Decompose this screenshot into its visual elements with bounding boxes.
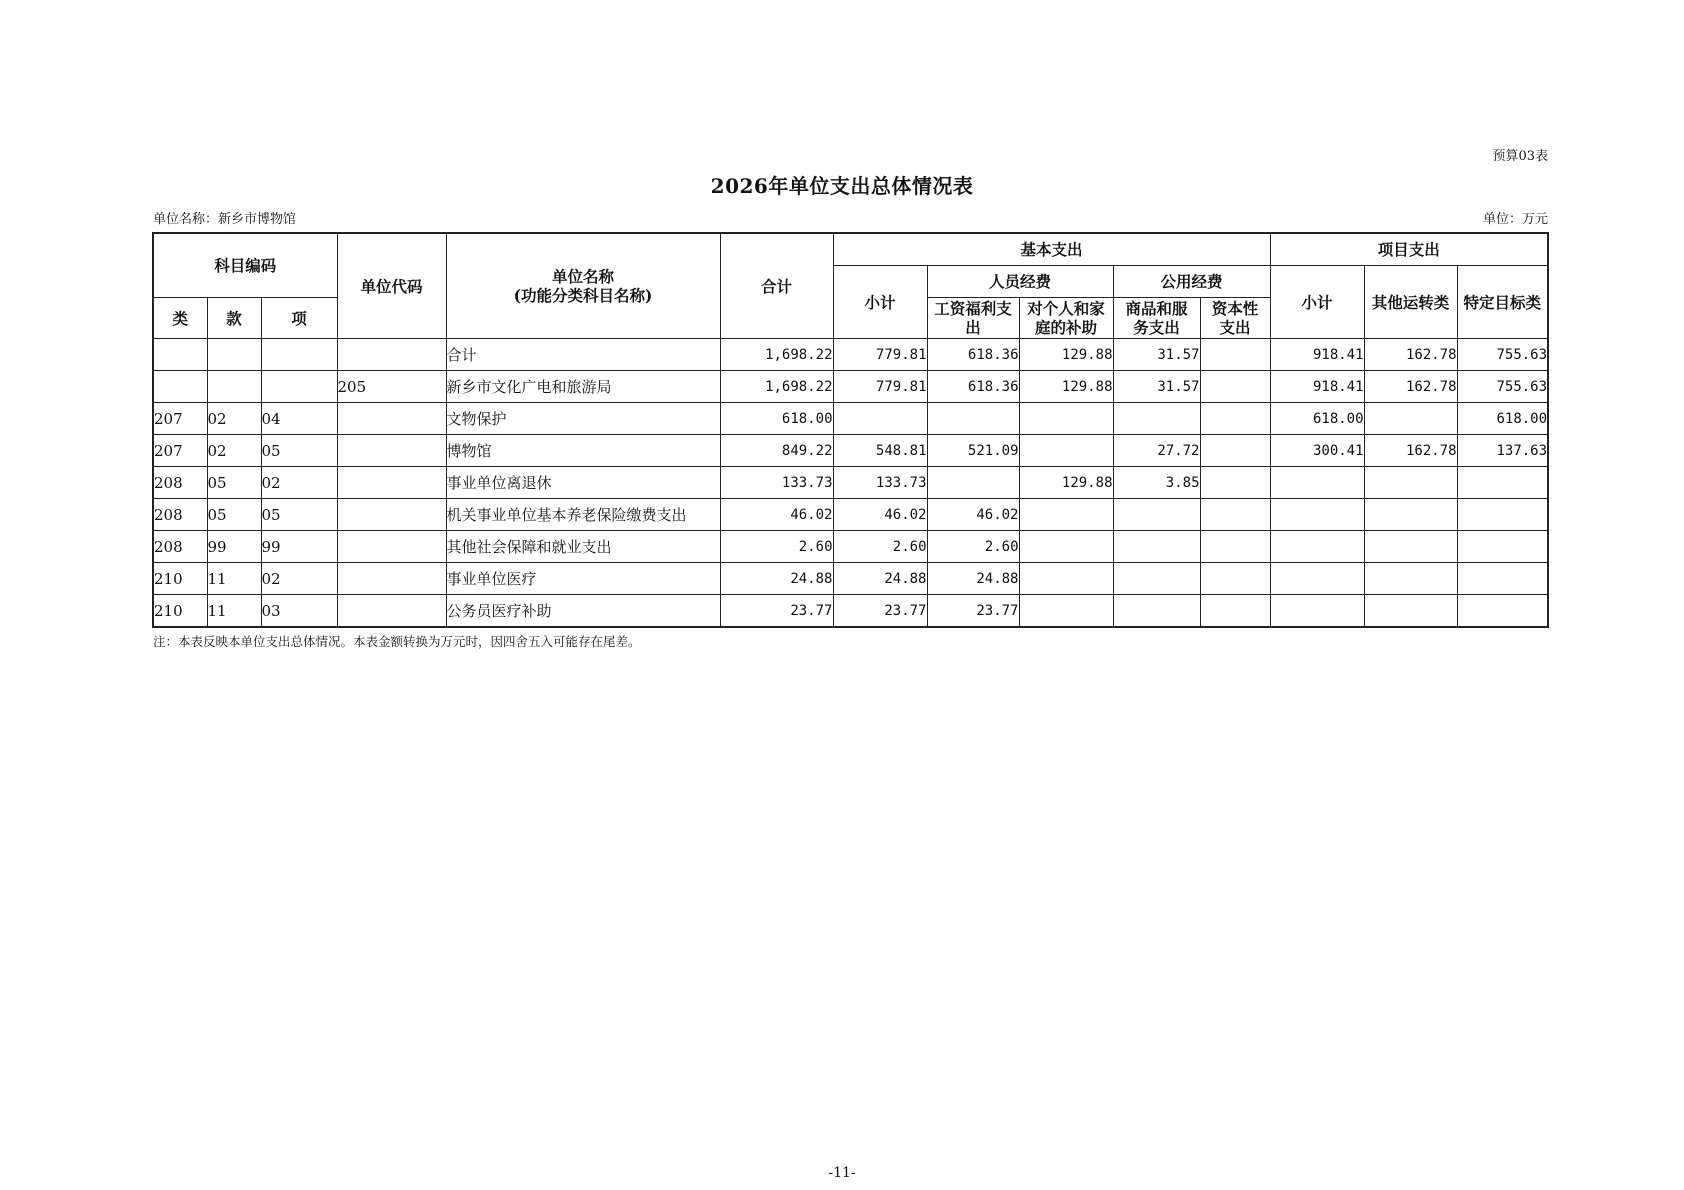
cell-basic-subtotal: 24.88 xyxy=(833,563,927,595)
cell-goods xyxy=(1113,595,1200,628)
table-row xyxy=(153,531,1548,563)
cell-subsidy: 129.88 xyxy=(1019,339,1113,371)
cell-project-subtotal xyxy=(1270,531,1364,563)
cell-lei: 210 xyxy=(153,595,207,628)
cell-total: 23.77 xyxy=(720,595,833,628)
cell-name: 其他社会保障和就业支出 xyxy=(446,531,720,563)
cell-goods xyxy=(1113,403,1200,435)
cell-xiang: 05 xyxy=(261,435,337,467)
cell-other-transfer: 162.78 xyxy=(1364,435,1457,467)
header-unit-name-line2: (功能分类科目名称) xyxy=(513,286,653,305)
cell-project-subtotal: 918.41 xyxy=(1270,339,1364,371)
cell-wages: 46.02 xyxy=(927,499,1019,531)
header-public: 公用经费 xyxy=(1113,266,1270,298)
page-title: 2026年单位支出总体情况表 xyxy=(710,174,974,198)
cell-lei xyxy=(153,339,207,371)
cell-wages: 618.36 xyxy=(927,339,1019,371)
page-number: -11- xyxy=(828,1165,856,1181)
cell-project-subtotal: 618.00 xyxy=(1270,403,1364,435)
header-unit-code: 单位代码 xyxy=(337,233,446,339)
cell-subsidy: 129.88 xyxy=(1019,467,1113,499)
header-other-transfer: 其他运转类 xyxy=(1364,266,1457,339)
cell-capital xyxy=(1200,531,1270,563)
header-capital-line2: 支出 xyxy=(1219,318,1251,337)
cell-total: 46.02 xyxy=(720,499,833,531)
cell-total: 2.60 xyxy=(720,531,833,563)
header-capital-line1: 资本性 xyxy=(1211,299,1259,318)
cell-total: 133.73 xyxy=(720,467,833,499)
cell-kuan: 99 xyxy=(207,531,261,563)
header-basic-subtotal: 小计 xyxy=(833,266,927,339)
cell-subsidy: 129.88 xyxy=(1019,371,1113,403)
header-subsidy-line2: 庭的补助 xyxy=(1034,318,1097,337)
header-specific-target: 特定目标类 xyxy=(1457,266,1548,339)
cell-name: 公务员医疗补助 xyxy=(446,595,720,628)
cell-specific-target xyxy=(1457,467,1548,499)
cell-xiang: 99 xyxy=(261,531,337,563)
header-goods xyxy=(1113,298,1200,339)
cell-total: 24.88 xyxy=(720,563,833,595)
cell-specific-target xyxy=(1457,531,1548,563)
cell-other-transfer xyxy=(1364,531,1457,563)
cell-subsidy xyxy=(1019,403,1113,435)
cell-project-subtotal xyxy=(1270,499,1364,531)
cell-wages: 2.60 xyxy=(927,531,1019,563)
header-goods-line2: 务支出 xyxy=(1133,318,1180,337)
cell-basic-subtotal: 46.02 xyxy=(833,499,927,531)
cell-wages xyxy=(927,403,1019,435)
cell-capital xyxy=(1200,371,1270,403)
cell-kuan: 05 xyxy=(207,499,261,531)
cell-unit-code xyxy=(337,499,446,531)
cell-other-transfer: 162.78 xyxy=(1364,339,1457,371)
cell-lei xyxy=(153,371,207,403)
cell-goods xyxy=(1113,499,1200,531)
header-wages-line2: 出 xyxy=(965,318,981,337)
unit-name-label: 单位名称：新乡市博物馆 xyxy=(153,212,297,227)
cell-other-transfer: 162.78 xyxy=(1364,371,1457,403)
cell-lei: 210 xyxy=(153,563,207,595)
cell-subsidy xyxy=(1019,563,1113,595)
cell-xiang: 05 xyxy=(261,499,337,531)
cell-subsidy xyxy=(1019,595,1113,628)
header-goods-line1: 商品和服 xyxy=(1125,299,1188,318)
cell-total: 618.00 xyxy=(720,403,833,435)
cell-xiang: 02 xyxy=(261,467,337,499)
cell-xiang: 02 xyxy=(261,563,337,595)
cell-capital xyxy=(1200,339,1270,371)
footnote: 注：本表反映本单位支出总体情况。本表金额转换为万元时，因四舍五入可能存在尾差。 xyxy=(153,634,641,649)
table-row xyxy=(153,435,1548,467)
cell-unit-code: 205 xyxy=(337,371,446,403)
cell-kuan: 11 xyxy=(207,563,261,595)
cell-total: 1,698.22 xyxy=(720,371,833,403)
cell-specific-target: 755.63 xyxy=(1457,339,1548,371)
cell-specific-target xyxy=(1457,499,1548,531)
cell-xiang xyxy=(261,371,337,403)
header-basic-expenditure: 基本支出 xyxy=(833,233,1270,266)
header-capital xyxy=(1200,298,1270,339)
cell-other-transfer xyxy=(1364,563,1457,595)
cell-total: 849.22 xyxy=(720,435,833,467)
cell-subsidy xyxy=(1019,435,1113,467)
header-wages-line1: 工资福利支 xyxy=(934,299,1012,318)
cell-unit-code xyxy=(337,339,446,371)
cell-specific-target: 137.63 xyxy=(1457,435,1548,467)
cell-basic-subtotal xyxy=(833,403,927,435)
cell-basic-subtotal: 133.73 xyxy=(833,467,927,499)
expenditure-table xyxy=(152,232,1549,628)
cell-basic-subtotal: 779.81 xyxy=(833,339,927,371)
table-row xyxy=(153,467,1548,499)
currency-unit-label: 单位：万元 xyxy=(1482,212,1548,227)
cell-name: 机关事业单位基本养老保险缴费支出 xyxy=(446,499,720,531)
cell-project-subtotal: 300.41 xyxy=(1270,435,1364,467)
cell-total: 1,698.22 xyxy=(720,339,833,371)
cell-lei: 207 xyxy=(153,435,207,467)
cell-unit-code xyxy=(337,467,446,499)
cell-unit-code xyxy=(337,531,446,563)
cell-lei: 208 xyxy=(153,467,207,499)
cell-kuan xyxy=(207,371,261,403)
table-row xyxy=(153,339,1548,371)
cell-name: 事业单位医疗 xyxy=(446,563,720,595)
header-project-expenditure: 项目支出 xyxy=(1270,233,1548,266)
cell-project-subtotal xyxy=(1270,563,1364,595)
cell-kuan: 05 xyxy=(207,467,261,499)
header-kuan: 款 xyxy=(207,298,261,339)
cell-other-transfer xyxy=(1364,595,1457,628)
cell-project-subtotal: 918.41 xyxy=(1270,371,1364,403)
cell-goods: 31.57 xyxy=(1113,371,1200,403)
table-row xyxy=(153,371,1548,403)
cell-subsidy xyxy=(1019,531,1113,563)
header-wages xyxy=(927,298,1019,339)
cell-name: 博物馆 xyxy=(446,435,720,467)
cell-wages: 24.88 xyxy=(927,563,1019,595)
cell-unit-code xyxy=(337,595,446,628)
header-xiang: 项 xyxy=(261,298,337,339)
header-unit-name xyxy=(446,233,720,339)
cell-wages xyxy=(927,467,1019,499)
cell-kuan: 11 xyxy=(207,595,261,628)
cell-other-transfer xyxy=(1364,467,1457,499)
cell-kuan xyxy=(207,339,261,371)
header-project-subtotal: 小计 xyxy=(1270,266,1364,339)
header-total: 合计 xyxy=(720,233,833,339)
header-subsidy xyxy=(1019,298,1113,339)
cell-other-transfer xyxy=(1364,499,1457,531)
cell-lei: 208 xyxy=(153,531,207,563)
cell-capital xyxy=(1200,563,1270,595)
header-subject-code: 科目编码 xyxy=(153,233,337,298)
cell-capital xyxy=(1200,467,1270,499)
cell-capital xyxy=(1200,499,1270,531)
cell-kuan: 02 xyxy=(207,435,261,467)
form-number: 预算03表 xyxy=(1492,149,1548,164)
cell-other-transfer xyxy=(1364,403,1457,435)
cell-name: 合计 xyxy=(446,339,720,371)
cell-wages: 618.36 xyxy=(927,371,1019,403)
table-row xyxy=(153,595,1548,628)
cell-basic-subtotal: 23.77 xyxy=(833,595,927,628)
table-row xyxy=(153,563,1548,595)
cell-capital xyxy=(1200,595,1270,628)
cell-name: 事业单位离退休 xyxy=(446,467,720,499)
cell-specific-target: 618.00 xyxy=(1457,403,1548,435)
cell-specific-target: 755.63 xyxy=(1457,371,1548,403)
cell-goods: 31.57 xyxy=(1113,339,1200,371)
cell-goods: 27.72 xyxy=(1113,435,1200,467)
cell-name: 新乡市文化广电和旅游局 xyxy=(446,371,720,403)
cell-goods xyxy=(1113,563,1200,595)
cell-name: 文物保护 xyxy=(446,403,720,435)
header-subsidy-line1: 对个人和家 xyxy=(1027,299,1105,318)
header-unit-name-line1: 单位名称 xyxy=(551,267,614,286)
cell-unit-code xyxy=(337,403,446,435)
cell-capital xyxy=(1200,435,1270,467)
cell-unit-code xyxy=(337,563,446,595)
cell-goods xyxy=(1113,531,1200,563)
cell-xiang: 03 xyxy=(261,595,337,628)
cell-lei: 208 xyxy=(153,499,207,531)
cell-basic-subtotal: 779.81 xyxy=(833,371,927,403)
table-row xyxy=(153,403,1548,435)
table-row xyxy=(153,499,1548,531)
cell-lei: 207 xyxy=(153,403,207,435)
cell-specific-target xyxy=(1457,563,1548,595)
cell-goods: 3.85 xyxy=(1113,467,1200,499)
cell-basic-subtotal: 548.81 xyxy=(833,435,927,467)
cell-basic-subtotal: 2.60 xyxy=(833,531,927,563)
cell-project-subtotal xyxy=(1270,595,1364,628)
cell-xiang: 04 xyxy=(261,403,337,435)
cell-wages: 521.09 xyxy=(927,435,1019,467)
cell-xiang xyxy=(261,339,337,371)
cell-project-subtotal xyxy=(1270,467,1364,499)
cell-unit-code xyxy=(337,435,446,467)
header-personnel: 人员经费 xyxy=(927,266,1113,298)
cell-specific-target xyxy=(1457,595,1548,628)
cell-capital xyxy=(1200,403,1270,435)
cell-kuan: 02 xyxy=(207,403,261,435)
header-lei: 类 xyxy=(153,298,207,339)
cell-subsidy xyxy=(1019,499,1113,531)
cell-wages: 23.77 xyxy=(927,595,1019,628)
